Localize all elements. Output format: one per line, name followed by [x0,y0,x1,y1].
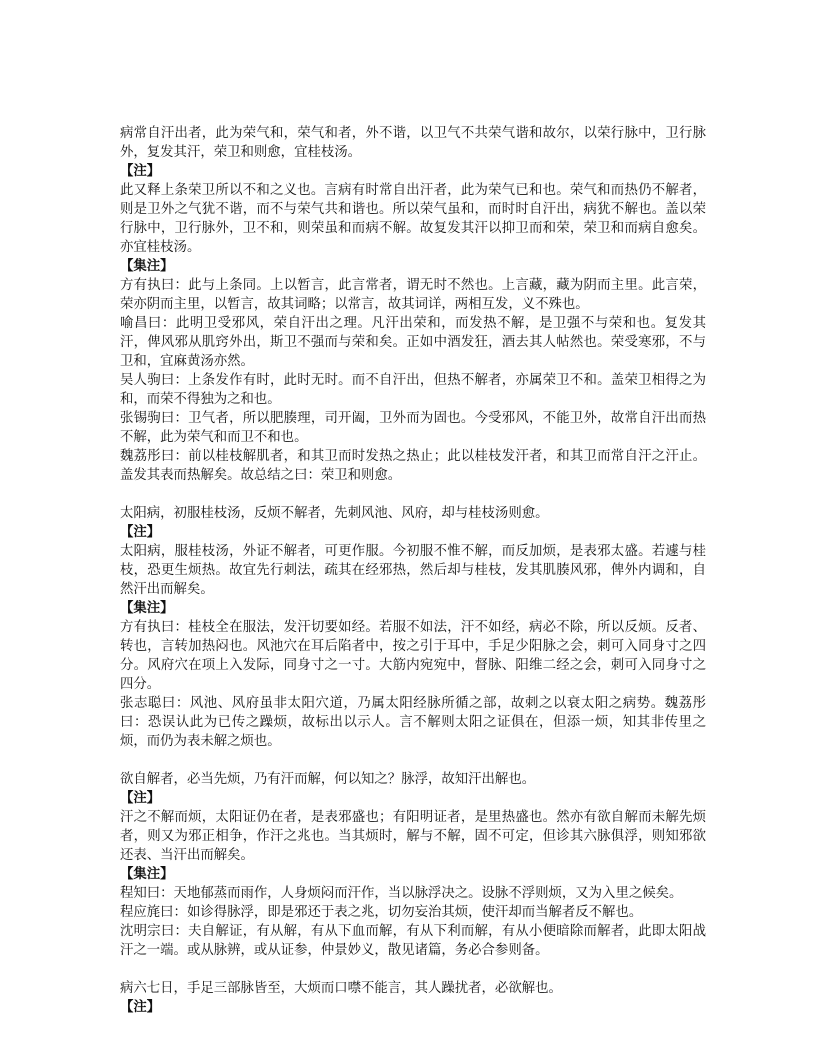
section-divider [120,485,706,504]
collected-note: 张锡驹曰：卫气者，所以肥腠理，司开阖，卫外而为固也。今受邪风，不能卫外，故常自汗出而热不解，此为荣气和而卫不和也。 [120,411,706,445]
collected-note: 程知曰：天地郁蒸而雨作，人身烦闷而汗作，当以脉浮决之。设脉不浮则烦，又为入里之候矣。 [120,886,683,901]
section-4 [120,979,706,1017]
note-heading: 【注】 [120,524,161,540]
collected-note: 吴人驹曰：上条发作有时，此时无时。而不自汗出，但热不解者，亦属荣卫不和。盖荣卫相得之为和，而荣不得独为之和也。 [120,373,706,407]
clause-text: 病常自汗出者，此为荣气和，荣气和者，外不谐，以卫气不共荣气谐和故尔，以荣行脉中，卫行脉外，复发其汗，荣卫和则愈，宜桂枝汤。 [120,126,706,160]
note-heading: 【注】 [120,163,161,179]
note-text: 汗之不解而烦，太阳证仍在者，是表邪盛也；有阳明证者，是里热盛也。然亦有欲自解而未解先烦者，则又为邪正相争，作汗之兆也。当其烦时，解与不解，固不可定，但诊其六脉俱浮，则知邪欲还表、当汗出而解矣。 [120,810,706,863]
section-2 [120,504,706,751]
collected-notes-heading: 【集注】 [120,600,174,616]
collected-note: 沈明宗曰：夫自解证，有从解，有从下血而解，有从下利而解，有从小便暗除而解者，此即太阳战汗之一端。或从脉辨，或从证参，仲景妙义，散见诸篇，务必合参则备。 [120,924,706,958]
collected-notes-heading: 【集注】 [120,258,174,274]
clause-text: 太阳病，初服桂枝汤，反烦不解者，先刺风池、风府，却与桂枝汤则愈。 [120,506,549,521]
section-1 [120,124,706,485]
section-3 [120,770,706,960]
collected-notes-heading: 【集注】 [120,866,174,882]
note-text: 太阳病，服桂枝汤，外证不解者，可更作服。今初服不惟不解，而反加烦，是表邪太盛。若遽与桂枝，恐更生烦热。故宜先行刺法，疏其在经邪热，然后却与桂枝，发其肌腠风邪，俾外内调和，自然汗出而解矣。 [120,544,706,597]
note-heading: 【注】 [120,999,161,1015]
collected-note: 方有执曰：此与上条同。上以暂言，此言常者，谓无时不然也。上言藏，藏为阴而主里。此言荣，荣亦阴而主里，以暂言，故其词略；以常言，故其词详，两相互发，义不殊也。 [120,278,706,312]
section-divider [120,751,706,770]
collected-note: 魏荔彤曰：前以桂枝解肌者，和其卫而时发热之热止；此以桂枝发汗者，和其卫而常自汗之汗止。盖发其表而热解矣。故总结之曰：荣卫和则愈。 [120,449,706,483]
note-text: 此又释上条荣卫所以不和之义也。言病有时常自出汗者，此为荣气已和也。荣气和而热仍不解者，则是卫外之气犹不谐，而不与荣气共和谐也。所以荣气虽和，而时时自汗出，病犹不解也。盖以荣行脉中，卫行脉外，卫不和，则荣虽和而病不解。故复发其汗以抑卫而和荣，荣卫和而病自愈矣。亦宜桂枝汤。 [120,183,706,255]
collected-note: 喻昌曰：此明卫受邪风，荣自汗出之理。凡汗出荣和，而发热不解，是卫强不与荣和也。复发其汗，俾风邪从肌窍外出，斯卫不强而与荣和矣。正如中酒发狂，酒去其人帖然也。荣受寒邪，不与卫和，宜麻黄汤亦然。 [120,316,706,369]
collected-note: 方有执曰：桂枝全在服法，发汗切要如经。若服不如法，汗不如经，病必不除，所以反烦。反者、转也，言转加热闷也。风池穴在耳后陷者中，按之引于耳中，手足少阳脉之会，刺可入同身寸之四分。风府穴在项上入发际，同身寸之一寸。大筋内宛宛中，督脉、阳维二经之会，刺可入同身寸之四分。 [120,620,706,692]
clause-text: 欲自解者，必当先烦，乃有汗而解，何以知之？脉浮，故知汗出解也。 [120,772,536,787]
section-divider [120,960,706,979]
collected-note: 程应旄曰：如诊得脉浮，即是邪还于表之兆，切勿妄治其烦，使汗却而当解者反不解也。 [120,905,643,920]
note-heading: 【注】 [120,790,161,806]
collected-note: 张志聪曰：风池、风府虽非太阳穴道，乃属太阳经脉所循之部，故刺之以衰太阳之病势。魏荔彤曰：恐误认此为已传之躁烦，故标出以示人。言不解则太阳之证俱在，但添一烦，知其非传里之烦，而仍为表未解之烦也。 [120,696,706,749]
clause-text: 病六七日，手足三部脉皆至，大烦而口噤不能言，其人躁扰者，必欲解也。 [120,981,562,996]
